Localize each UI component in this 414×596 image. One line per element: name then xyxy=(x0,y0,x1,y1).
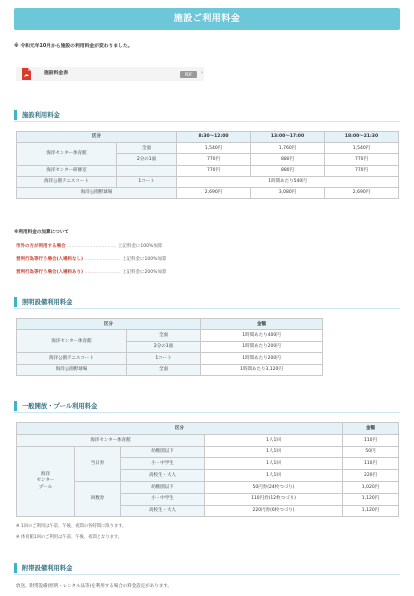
surcharge-item: 市外の方が利用する場合 …………………………… 上記料金に100%加算 xyxy=(16,244,163,249)
table-row: 海洋 センター プール 当日券 幼稚園以下 1人1回 50円 xyxy=(17,446,399,458)
pdf-badge: PDF xyxy=(180,71,197,78)
section-equipment-fees xyxy=(14,562,400,574)
table-row: 小・中学生 1人1回 110円 xyxy=(17,458,399,470)
header-afternoon: 13:00～17:00 xyxy=(251,132,325,143)
header-morning: 8:30～12:00 xyxy=(177,132,251,143)
surcharge-title: ※利用料金の加算について xyxy=(14,230,69,235)
facility-fee-pdf-link[interactable] xyxy=(16,67,204,81)
header-category: 区分 xyxy=(17,132,177,143)
pool-note: ※ 体育館1回のご利用は午前、午後、夜間となります。 xyxy=(16,535,123,540)
section-title: 施設利用料金 xyxy=(22,111,60,119)
table-row: 小・中学生 110円券(12枚つづり) 1,120円 xyxy=(17,493,399,505)
header-evening: 18:00～21:30 xyxy=(325,132,399,143)
equipment-note: 放送、附帯設備(照明・レンタル品等)を利用する場合の料金設定があります。 xyxy=(16,584,172,589)
table-row: 高校生・大人 220円券(6枚つづり) 1,120円 xyxy=(17,505,399,517)
pool-fee-table xyxy=(16,422,399,517)
header-category: 区分 xyxy=(17,423,343,435)
table-row: 海洋センター研修室 770円 880円 770円 xyxy=(17,165,399,176)
pool-note: ※ 1回のご利用は午前、午後、夜間の各時間に限ります。 xyxy=(16,524,127,529)
page-title: 施設ご利用料金 xyxy=(173,14,241,24)
table-row: 海洋センター体育館 1人1回 110円 xyxy=(17,434,399,446)
table-row: 海洋公園野球場 全面 1時間あたり3,120円 xyxy=(17,364,323,375)
page-banner xyxy=(14,8,400,30)
header-amount: 金額 xyxy=(201,319,323,330)
table-row: 高校生・大人 1人1回 220円 xyxy=(17,470,399,482)
section-title: 附帯設備利用料金 xyxy=(22,564,73,572)
table-row: 海洋公園テニスコート 1コート 1時間あたり540円 xyxy=(17,176,399,187)
table-row: 海洋センター体育館 全面 1時間あたり400円 xyxy=(17,330,323,341)
facility-fee-table xyxy=(16,131,399,199)
table-row: 海洋センター体育館 全面 1,540円 1,760円 1,540円 xyxy=(17,143,399,154)
section-title: 照明設備利用料金 xyxy=(22,298,73,306)
lighting-fee-table xyxy=(16,318,323,376)
table-row: 海洋公園テニスコート 1コート 1時間あたり200円 xyxy=(17,353,323,364)
section-pool-fees xyxy=(14,400,400,412)
fee-change-notice: ※ 令和元年10月から施設の利用料金が変わりました。 xyxy=(14,44,133,49)
table-row: 2分の1面 770円 880円 770円 xyxy=(17,154,399,165)
pdf-file-icon xyxy=(22,68,31,80)
surcharge-item: 営利行為等行う場合(入場料あり) …………………… 上記料金に200%加算 xyxy=(16,270,167,275)
surcharge-item: 営利行為等行う場合(入場料なし) …………………… 上記料金に100%加算 xyxy=(16,257,167,262)
table-row: 2分の1面 1時間あたり200円 xyxy=(17,341,323,352)
header-category: 区分 xyxy=(17,319,201,330)
table-row: 海洋公園野球場 2,690円 3,080円 2,690円 xyxy=(17,187,399,198)
chevron-right-icon: › xyxy=(201,70,203,76)
section-lighting-fees xyxy=(14,296,400,308)
table-row: 回数券 幼稚園以下 50円券(24枚つづり) 1,020円 xyxy=(17,481,399,493)
pdf-link-label: 施設料金表 xyxy=(44,71,68,76)
section-title: 一般開放・プール利用料金 xyxy=(22,402,98,410)
section-facility-fees xyxy=(14,109,400,121)
header-amount: 金額 xyxy=(343,423,399,435)
